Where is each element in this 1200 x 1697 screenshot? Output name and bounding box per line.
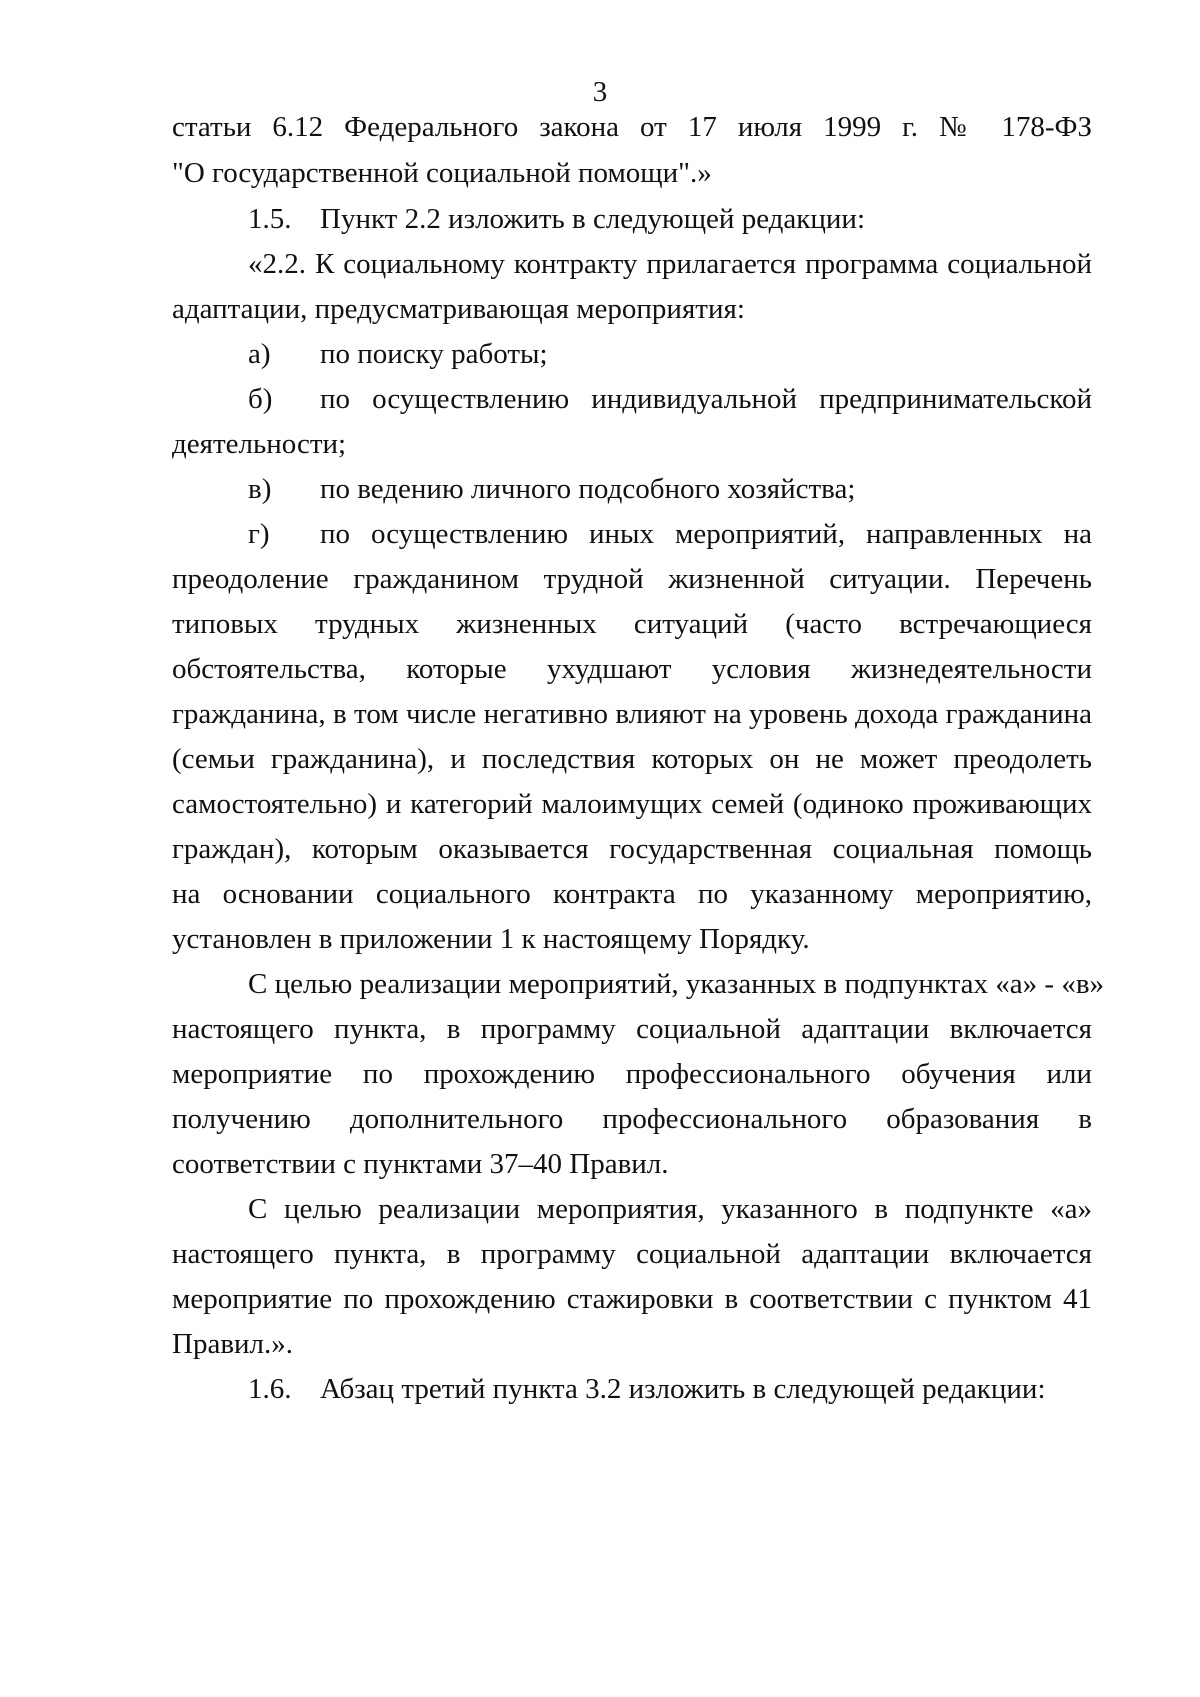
text-line: соответствии с пунктами 37–40 Правил. xyxy=(172,1148,669,1180)
text-line: самостоятельно) и категорий малоимущих семей (одиноко проживающих xyxy=(172,788,1092,820)
text-line: настоящего пункта, в программу социальной адаптации включается xyxy=(172,1238,1092,1270)
text-line: граждан), которым оказывается государственная социальная помощь xyxy=(172,833,1092,865)
text-line: гражданина, в том числе негативно влияют на уровень дохода гражданина xyxy=(172,698,1092,730)
text-line: С целью реализации мероприятий, указанных в подпунктах «а» - «в» xyxy=(248,968,1105,1000)
subitem-text: по ведению личного подсобного хозяйства; xyxy=(320,473,856,505)
text-line: мероприятие по прохождению стажировки в соответствии с пунктом 41 xyxy=(172,1283,1092,1315)
subitem-letter: а) xyxy=(248,338,271,370)
text-line: обстоятельства, которые ухудшают условия жизнедеятельности xyxy=(172,653,1092,685)
text-line: С целью реализации мероприятия, указанного в подпункте «а» xyxy=(248,1193,1092,1225)
text-line: настоящего пункта, в программу социальной адаптации включается xyxy=(172,1013,1092,1045)
text-line: мероприятие по прохождению профессионального обучения или xyxy=(172,1058,1092,1090)
text-line: типовых трудных жизненных ситуаций (часто встречающиеся xyxy=(172,608,1092,640)
text-line: (семьи гражданина), и последствия которых он не может преодолеть xyxy=(172,743,1092,775)
page-number: 3 xyxy=(592,76,608,108)
paragraph-number: 1.5. xyxy=(248,203,292,235)
text-line: Правил.». xyxy=(172,1328,293,1360)
text-line: получению дополнительного профессионального образования в xyxy=(172,1103,1092,1135)
text-line: на основании социального контракта по указанному мероприятию, xyxy=(172,878,1092,910)
paragraph-text: Пункт 2.2 изложить в следующей редакции: xyxy=(320,203,866,235)
subitem-letter: б) xyxy=(248,383,273,415)
text-line: деятельности; xyxy=(172,428,347,460)
subitem-text: по осуществлению иных мероприятий, направленных на xyxy=(320,518,1092,550)
text-line: установлен в приложении 1 к настоящему Порядку. xyxy=(172,923,810,955)
paragraph-number: 1.6. xyxy=(248,1373,292,1405)
text-line: статьи 6.12 Федерального закона от 17 июля 1999 г. № 178-ФЗ xyxy=(172,111,1092,143)
text-line: адаптации, предусматривающая мероприятия: xyxy=(172,293,745,325)
text-line: "О государственной социальной помощи".» xyxy=(172,157,712,189)
paragraph-text: Абзац третий пункта 3.2 изложить в следующей редакции: xyxy=(320,1373,1046,1405)
text-line: преодоление гражданином трудной жизненной ситуации. Перечень xyxy=(172,563,1092,595)
subitem-letter: в) xyxy=(248,473,272,505)
text-line: «2.2. К социальному контракту прилагается программа социальной xyxy=(248,248,1092,280)
subitem-text: по осуществлению индивидуальной предпринимательской xyxy=(320,383,1092,415)
subitem-letter: г) xyxy=(248,518,270,550)
subitem-text: по поиску работы; xyxy=(320,338,548,370)
